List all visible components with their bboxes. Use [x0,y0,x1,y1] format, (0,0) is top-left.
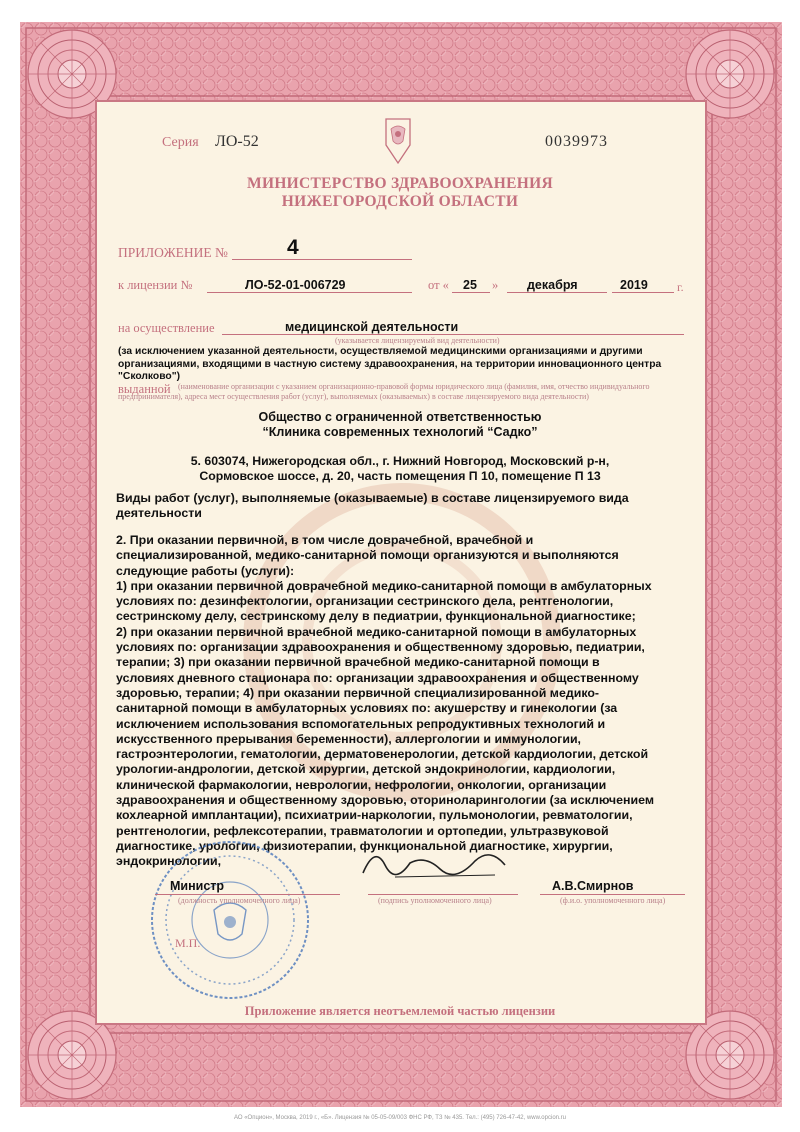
exclusion-text: (за исключением указанной деятельности, осуществляемой медицинскими организациями и другими организациями, входящими в частную систему здравоохранения, на территории инновационного центра "Сколково") [118,346,662,382]
works-heading-line1: Виды работ (услуг), выполняемые (оказываемые) в составе лицензируемого вида [116,491,629,505]
services-line: 2) при оказании первичной врачебной медико-санитарной помощи в амбулаторных [116,624,637,639]
issued-hint: (наименование организации с указанием организационно-правовой формы юридического лица (фамилия, имя, отчество индивидуального предпринимателя), адреса мест осуществления работ (услуг), выполняемых (оказываемых) в составе лицензируемого вида деятельности) [118,382,650,401]
services-line: терапии; 3) при оказании первичной врачебной медико-санитарной помощи в [116,655,600,670]
signer-position: Министр [170,879,225,893]
services-line: клинической фармакологии, неврологии, нефрологии, онкологии, организации [116,777,607,792]
blank-number: 0039973 [545,133,608,150]
date-year: 2019 [620,278,648,292]
date-quote-close: » [492,278,499,292]
services-line: условиях по: организации здравоохранения и общественному здоровью, педиатрии, [116,640,645,655]
date-from-label: от « [428,278,449,292]
coat-of-arms-icon [378,115,418,165]
signature [355,835,515,885]
services-line: условиях по: дезинфектологии, организации сестринского дела, рентгенологии, [116,594,614,609]
activity-label: на осуществление [118,321,215,335]
org-name-line1: Общество с ограниченной ответственностью [258,410,542,424]
services-line: гастроэнтерологии, гематологии, дерматовенерологии, детской кардиологии, детской [116,747,649,762]
stamp-label: М.П. [175,936,201,950]
signer-name-hint: (ф.и.о. уполномоченного лица) [560,896,666,905]
address-line2: Сормовское шоссе, д. 20, часть помещения П 10, помещение П 13 [199,469,601,483]
services-line: искусственного прерывания беременности), аллергологии и иммунологии, [116,731,581,746]
signature-hint: (подпись уполномоченного лица) [378,896,492,905]
signer-position-hint: (должность уполномоченного лица) [178,896,301,905]
ministry-title-line1: МИНИСТЕРСТВО ЗДРАВООХРАНЕНИЯ [247,175,553,192]
printer-footer: АО «Опцион», Москва, 2019 г., «Б». Лицензия № 05-05-09/003 ФНС РФ, ТЗ № 435. Тел.: (495) 726-47-42, www.opcion.ru [233,1115,566,1121]
works-heading-line2: деятельности [116,506,202,520]
services-line: кохлеарной имплантации), психиатрии-наркологии, пульмонологии, ревматологии, [116,808,633,823]
services-line: рентгенологии, рефлексотерапии, травматологии и ортопедии, ультразвуковой [116,823,609,838]
services-text [116,533,654,870]
activity-hint: (указывается лицензируемый вид деятельности) [335,336,500,345]
appendix-footer: Приложение является неотъемлемой частью лицензии [244,1004,556,1018]
signer-name: А.В.Смирнов [552,879,634,893]
series-label: Серия [162,135,199,150]
date-month: декабря [527,278,578,292]
services-line: санитарной помощи в амбулаторных условиях по: акушерству и гинекологии (за [116,701,618,716]
license-label: к лицензии № [118,278,193,292]
services-line: специализированной, медико-санитарной помощи организуются и выполняются [116,548,619,563]
services-line: следующие работы (услуги): [116,563,295,578]
issued-label: выданной [118,382,171,396]
appendix-label: ПРИЛОЖЕНИЕ № [118,245,228,260]
services-line: здравоохранения и общественному здоровью, оториноларингологии (за исключением [116,793,655,808]
services-line: 1) при оказании первичной доврачебной медико-санитарной помощи в амбулаторных [116,578,652,593]
date-day: 25 [463,278,477,292]
series-value: ЛО-52 [215,133,259,150]
license-number: ЛО-52-01-006729 [245,278,346,292]
services-line: условиях дневного стационара по: организации здравоохранения и общественному [116,670,639,685]
services-line: сестринскому делу, сестринскому делу в педиатрии, функциональной диагностике; [116,609,636,624]
services-line: исключением использования вспомогательных репродуктивных технологий и [116,716,606,731]
services-line: диагностике, урологии, физиотерапии, функциональной диагностике, хирургии, [116,838,613,853]
stamp-seal [148,838,313,1003]
services-line: урологии-андрологии, детской хирургии, детской эндокринологии, кардиологии, [116,762,616,777]
appendix-number: 4 [287,236,299,259]
services-line: эндокринологии, [116,854,222,869]
services-line: 2. При оказании первичной, в том числе доврачебной, врачебной и [116,533,534,547]
activity-value: медицинской деятельности [285,320,459,334]
org-name-line2: “Клиника современных технологий “Садко” [262,425,538,439]
address-line1: 5. 603074, Нижегородская обл., г. Нижний Новгород, Московский р-н, [190,454,610,468]
services-line: здоровью, терапии; 4) при оказании первичной специализированной медико- [116,685,600,700]
date-year-suffix: г. [677,280,684,294]
ministry-title-line2: НИЖЕГОРОДСКОЙ ОБЛАСТИ [281,193,519,210]
